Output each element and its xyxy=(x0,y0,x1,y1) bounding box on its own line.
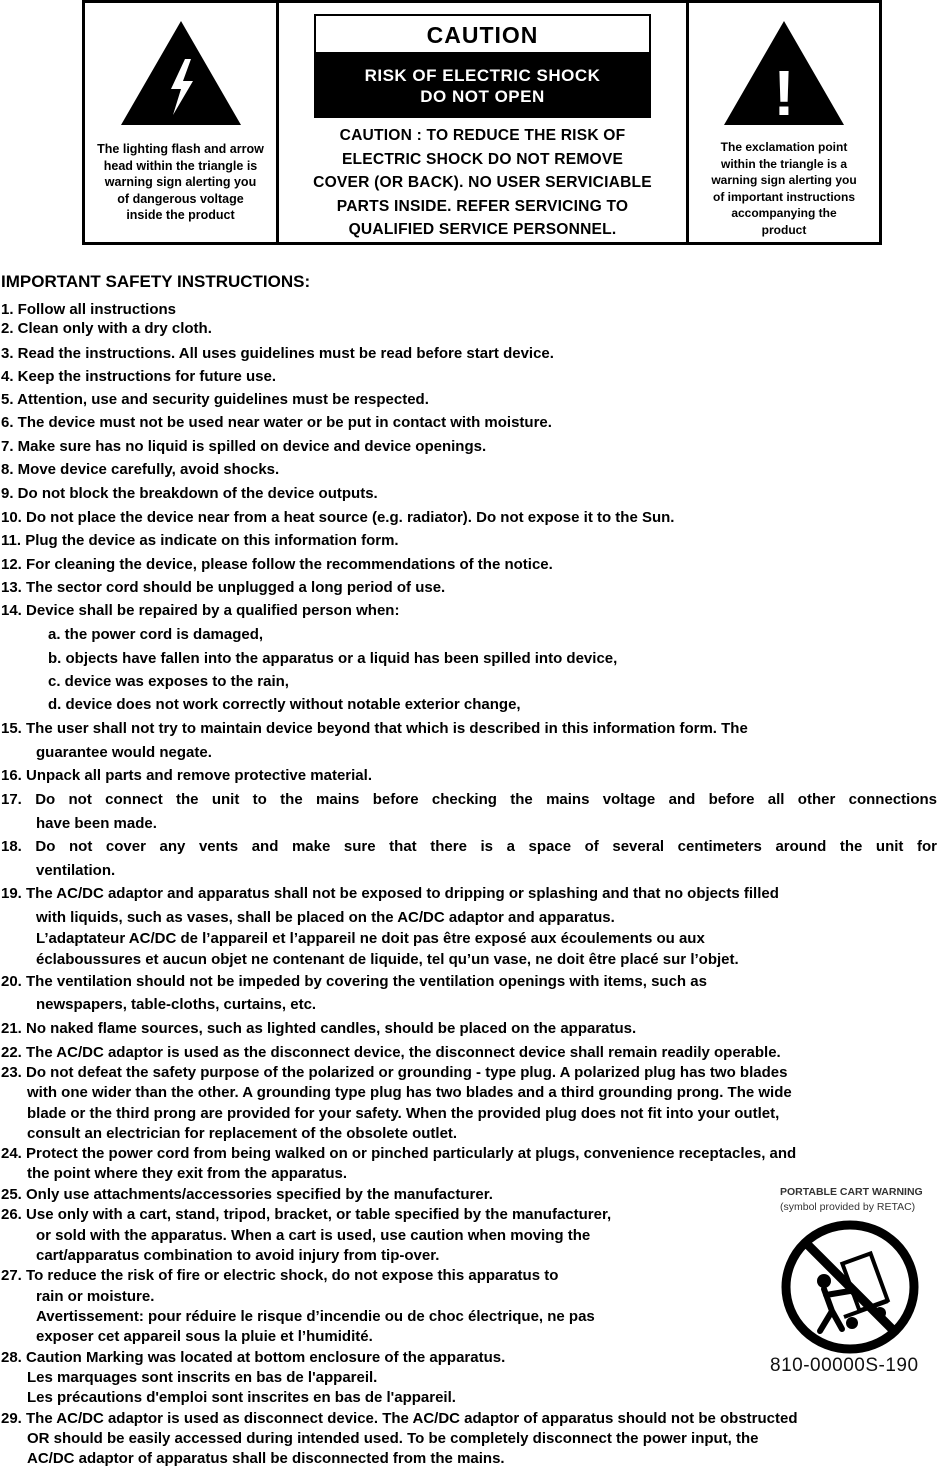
caption-line: inside the product xyxy=(126,208,235,222)
instruction-line: 29. The AC/DC adaptor is used as disconnect device. The AC/DC adaptor of apparatus should not be obstructed xyxy=(1,1410,798,1427)
instruction-continuation-fr: éclaboussures et aucun objet ne contenant de liquide, tel qu’un vase, ne doit être placé sur l’objet. xyxy=(36,951,739,968)
instruction-line: 11. Plug the device as indicate on this information form. xyxy=(1,532,399,549)
instruction-continuation: AC/DC adaptor of apparatus shall be disconnected from the mains. xyxy=(27,1450,505,1467)
instruction-continuation: consult an electrician for replacement of the obsolete outlet. xyxy=(27,1125,458,1142)
caption-line: product xyxy=(761,222,807,237)
instruction-line: 15. The user shall not try to maintain device beyond that which is described in this information form. The xyxy=(1,720,748,737)
instruction-continuation: blade or the third prong are provided for your safety. When the provided plug does not fit into your outlet, xyxy=(27,1105,780,1122)
instruction-line: 21. No naked flame sources, such as lighted candles, should be placed on the apparatus. xyxy=(1,1020,637,1037)
instruction-line: 4. Keep the instructions for future use. xyxy=(1,368,277,385)
instruction-line: 14. Device shall be repaired by a qualified person when: xyxy=(1,602,400,619)
caption-line: of dangerous voltage xyxy=(117,191,244,206)
caution-title: CAUTION xyxy=(316,16,649,54)
caption-line: warning sign alerting you xyxy=(104,175,257,189)
instruction-subline: c. device was exposes to the rain, xyxy=(48,673,289,690)
instruction-continuation-fr: exposer cet appareil sous la pluie et l’humidité. xyxy=(36,1328,373,1345)
exclamation-warning xyxy=(689,3,879,242)
instruction-line: 2. Clean only with a dry cloth. xyxy=(1,320,212,337)
instruction-line: 1. Follow all instructions xyxy=(1,301,177,318)
instruction-line: 20. The ventilation should not be impeded by covering the ventilation openings with items, such as xyxy=(1,973,707,990)
instruction-continuation: with one wider than the other. A grounding type plug has two blades and a third grounding prong. The wide xyxy=(27,1084,792,1101)
instruction-line: 26. Use only with a cart, stand, tripod, bracket, or table specified by the manufacturer, xyxy=(1,1206,612,1223)
instruction-line: 13. The sector cord should be unplugged a long period of use. xyxy=(1,579,446,596)
instruction-subline: a. the power cord is damaged, xyxy=(48,626,264,643)
caption-line: The exclamation point xyxy=(720,140,848,154)
electric-shock-warning xyxy=(85,3,279,242)
caution-label xyxy=(314,14,651,118)
cart-warning-subtitle: (symbol provided by RETAC) xyxy=(780,1201,916,1213)
instruction-continuation-fr: L’adaptateur AC/DC de l’appareil et l’appareil ne doit pas être exposé aux écoulements ou aux xyxy=(36,930,705,947)
lightning-caption xyxy=(89,141,272,224)
cart-warning xyxy=(752,1183,938,1383)
instruction-line: 23. Do not defeat the safety purpose of the polarized or grounding - type plug. A polarized plug has two blades xyxy=(1,1064,788,1081)
instruction-continuation-fr: Les marquages sont inscrits en bas de l'appareil. xyxy=(27,1369,378,1386)
instruction-line: 27. To reduce the risk of fire or electric shock, do not expose this apparatus to xyxy=(1,1267,559,1284)
caution-panel xyxy=(82,0,882,245)
instruction-continuation: or sold with the apparatus. When a cart is used, use caution when moving the xyxy=(36,1227,591,1244)
instruction-line: 8. Move device carefully, avoid shocks. xyxy=(1,461,280,478)
caption-line: The lighting flash and arrow xyxy=(97,142,264,156)
instruction-line: 5. Attention, use and security guidelines must be respected. xyxy=(1,391,429,408)
caution-text xyxy=(285,124,680,242)
instruction-line: 16. Unpack all parts and remove protective material. xyxy=(1,767,372,784)
instruction-continuation: cart/apparatus combination to avoid injury from tip-over. xyxy=(36,1247,440,1264)
instruction-line: 9. Do not block the breakdown of the device outputs. xyxy=(1,485,378,502)
caution-text-line: QUALIFIED SERVICE PERSONNEL. xyxy=(348,221,617,238)
instruction-continuation: have been made. xyxy=(36,815,157,832)
exclamation-caption xyxy=(693,139,875,238)
caution-center xyxy=(279,3,689,242)
instruction-line: 6. The device must not be used near water or be put in contact with moisture. xyxy=(1,414,552,431)
instruction-subline: d. device does not work correctly without notable exterior change, xyxy=(48,696,521,713)
instruction-subline: b. objects have fallen into the apparatus or a liquid has been spilled into device, xyxy=(48,650,618,667)
instruction-line: 3. Read the instructions. All uses guidelines must be read before start device. xyxy=(1,345,554,362)
caption-line: within the triangle is a xyxy=(720,156,848,171)
instruction-continuation: ventilation. xyxy=(36,862,116,879)
instruction-continuation: OR should be easily accessed during intended used. To be completely disconnect the power input, the xyxy=(27,1430,759,1447)
cart-tip-over-icon xyxy=(780,1219,920,1355)
instruction-line: 25. Only use attachments/accessories specified by the manufacturer. xyxy=(1,1186,493,1203)
exclamation-symbol: ! xyxy=(773,57,795,127)
instruction-continuation-fr: Les précautions d'emploi sont inscrites en bas de l'appareil. xyxy=(27,1389,456,1406)
caption-line: accompanying the xyxy=(731,206,837,220)
exclamation-triangle-icon xyxy=(722,19,846,127)
instruction-line: 7. Make sure has no liquid is spilled on device and device openings. xyxy=(1,438,487,455)
instruction-continuation: rain or moisture. xyxy=(36,1288,155,1305)
cart-warning-title: PORTABLE CART WARNING xyxy=(780,1186,923,1198)
instruction-continuation: guarantee would negate. xyxy=(36,744,212,761)
caption-line: head within the triangle is xyxy=(103,158,258,173)
caution-text-line: ELECTRIC SHOCK DO NOT REMOVE xyxy=(341,150,624,168)
instruction-continuation: the point where they exit from the apparatus. xyxy=(27,1165,348,1182)
instruction-continuation: with liquids, such as vases, shall be placed on the AC/DC adaptor and apparatus. xyxy=(36,909,615,926)
instruction-line: 24. Protect the power cord from being walked on or pinched particularly at plugs, convenience receptacles, and xyxy=(1,1145,797,1162)
band-line: DO NOT OPEN xyxy=(420,87,545,106)
caution-text-line: PARTS INSIDE. REFER SERVICING TO xyxy=(336,197,629,215)
instruction-line: 22. The AC/DC adaptor is used as the disconnect device, the disconnect device shall remain readily operable. xyxy=(1,1044,781,1061)
caption-line: warning sign alerting you xyxy=(711,173,857,187)
caption-line: of important instructions xyxy=(713,189,855,204)
instruction-line: 28. Caution Marking was located at bottom enclosure of the apparatus. xyxy=(1,1349,506,1366)
safety-heading: IMPORTANT SAFETY INSTRUCTIONS: xyxy=(1,272,311,291)
instruction-line: 12. For cleaning the device, please follow the recommendations of the notice. xyxy=(1,556,553,573)
cart-warning-code: 810-00000S-190 xyxy=(770,1355,919,1376)
lightning-triangle-icon xyxy=(119,19,243,127)
caution-band xyxy=(316,54,649,118)
caution-text-line: COVER (OR BACK). NO USER SERVICIABLE xyxy=(313,174,652,191)
instruction-continuation-fr: Avertissement: pour réduire le risque d’incendie ou de choc électrique, ne pas xyxy=(36,1308,595,1325)
instruction-line: 19. The AC/DC adaptor and apparatus shall not be exposed to dripping or splashing and that no objects filled xyxy=(1,885,779,902)
instruction-line: 18. Do not cover any vents and make sure that there is a space of several centimeters around the unit for xyxy=(1,838,937,855)
instruction-continuation: newspapers, table-cloths, curtains, etc. xyxy=(36,996,317,1013)
band-line: RISK OF ELECTRIC SHOCK xyxy=(364,66,601,85)
caution-text-line: CAUTION : TO REDUCE THE RISK OF xyxy=(339,127,626,144)
instruction-line: 10. Do not place the device near from a heat source (e.g. radiator). Do not expose it to the Sun. xyxy=(1,509,675,526)
instruction-line: 17. Do not connect the unit to the mains before checking the mains voltage and before all other connections xyxy=(1,791,937,808)
